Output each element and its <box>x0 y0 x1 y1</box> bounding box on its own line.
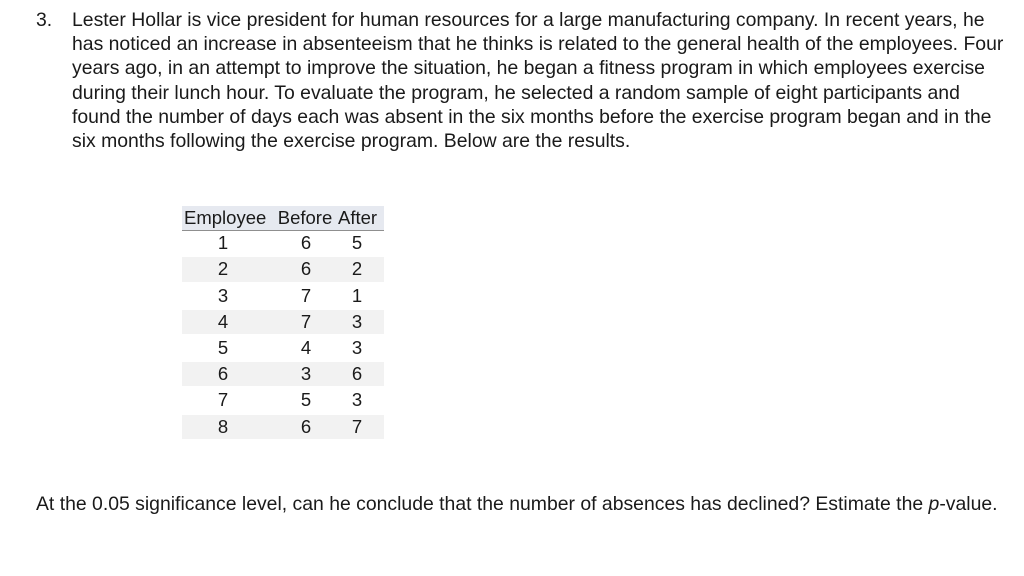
cell-after: 3 <box>338 387 384 413</box>
cell-before: 3 <box>272 361 338 387</box>
table-row <box>182 387 384 413</box>
table-header-row <box>182 206 384 231</box>
cell-after: 5 <box>338 231 384 257</box>
cell-after: 3 <box>338 309 384 335</box>
cell-employee: 7 <box>182 387 272 413</box>
table-row <box>182 283 384 309</box>
cell-employee: 8 <box>182 414 272 440</box>
cell-before: 5 <box>272 387 338 413</box>
table-row <box>182 256 384 282</box>
cell-before: 7 <box>272 309 338 335</box>
absence-data-table <box>182 206 384 441</box>
cell-employee: 3 <box>182 283 272 309</box>
header-after: After <box>338 206 384 231</box>
cell-after: 6 <box>338 361 384 387</box>
cell-before: 6 <box>272 231 338 257</box>
cell-employee: 6 <box>182 361 272 387</box>
cell-employee: 2 <box>182 256 272 282</box>
cell-after: 1 <box>338 283 384 309</box>
cell-employee: 5 <box>182 335 272 361</box>
question-text <box>36 492 1006 516</box>
cell-after: 3 <box>338 335 384 361</box>
table-row <box>182 361 384 387</box>
cell-employee: 4 <box>182 309 272 335</box>
question-end: -value. <box>939 493 998 515</box>
table-row <box>182 335 384 361</box>
cell-before: 4 <box>272 335 338 361</box>
cell-before: 7 <box>272 283 338 309</box>
cell-before: 6 <box>272 414 338 440</box>
cell-before: 6 <box>272 256 338 282</box>
question-main: At the 0.05 significance level, can he conclude that the number of absences has declined? Estimate the <box>36 493 929 515</box>
problem-number: 3. <box>36 9 53 31</box>
header-employee: Employee <box>182 206 272 231</box>
problem-text: Lester Hollar is vice president for human resources for a large manufacturing company. In recent years, he has noticed an increase in absenteeism that he thinks is related to the general health of the employees. Four years ago, in an attempt to improve the situation, he began a fitness program in which employees exercise during their lunch hour. To evaluate the program, he selected a random sample of eight participants and found the number of days each was absent in the six months before the exercise program began and in the six months following the exercise program. Below are the results. <box>72 9 1004 153</box>
problem-statement <box>36 8 1006 153</box>
cell-after: 7 <box>338 414 384 440</box>
cell-employee: 1 <box>182 231 272 257</box>
table-row <box>182 414 384 440</box>
header-before: Before <box>272 206 338 231</box>
table-row <box>182 231 384 257</box>
cell-after: 2 <box>338 256 384 282</box>
question-p-symbol: p <box>928 493 940 515</box>
table-row <box>182 309 384 335</box>
